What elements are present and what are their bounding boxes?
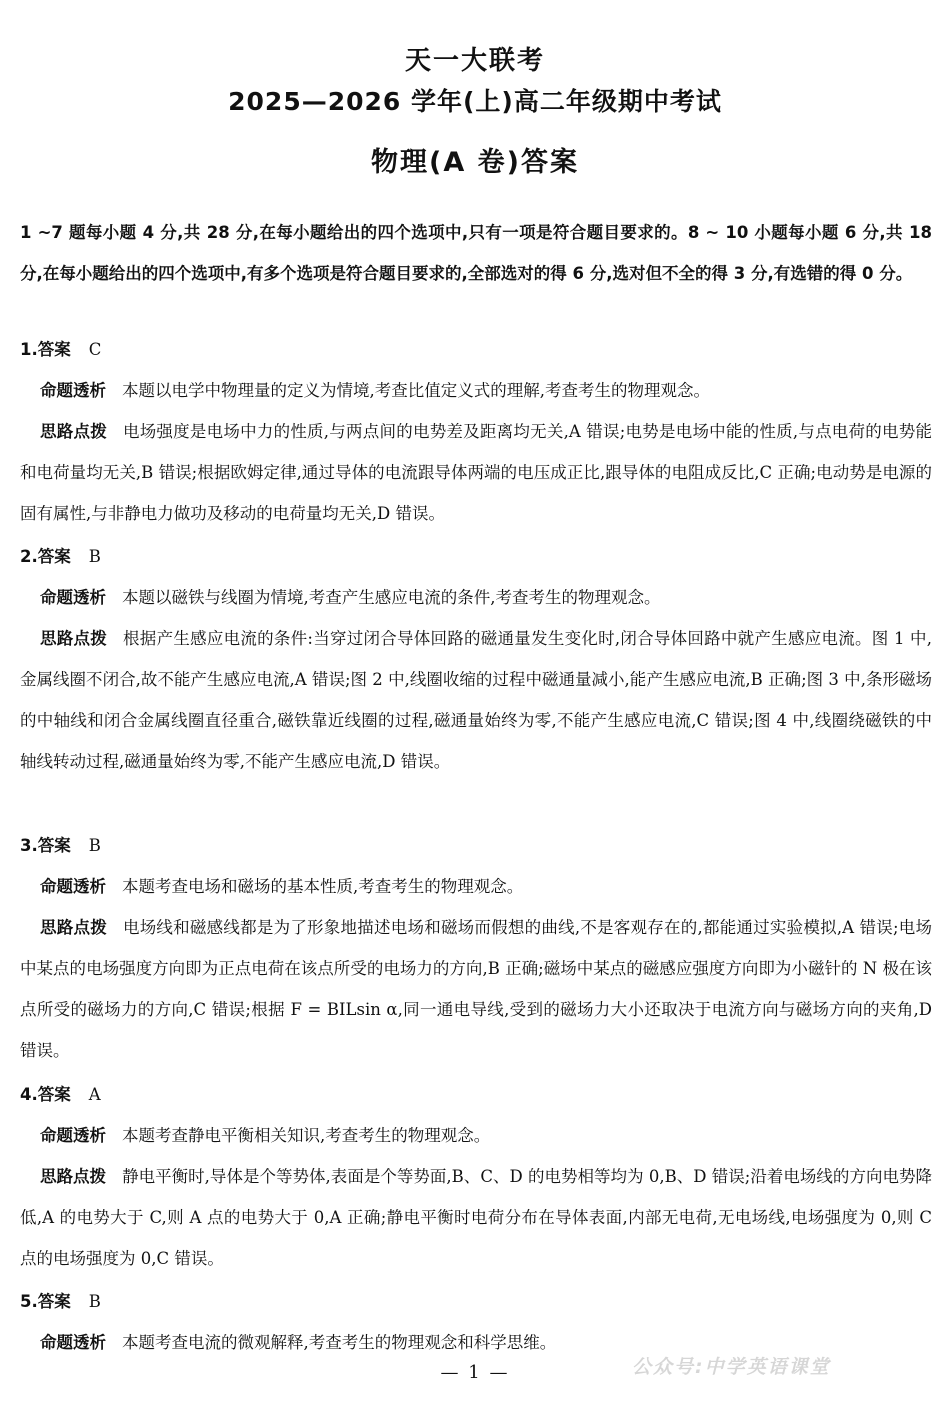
intent-label: 命题透析 — [40, 588, 106, 607]
hint-text: 电场强度是电场中力的性质,与两点间的电势差及距离均无关,A 错误;电势是电场中能的性质,与点电荷的电势能和电荷量均无关,B 错误;根据欧姆定律,通过导体的电流跟导体两端的电压成正比,跟导体的电阻成反比,C 正确;电动势是电源的固有属性,与非静电力做功及移动的电荷量均无关,D 错误。 — [20, 422, 932, 523]
intent-paragraph — [20, 577, 932, 618]
answer-sheet-title: 物理(A 卷)答案 — [371, 147, 579, 178]
intent-text: 本题考查电场和磁场的基本性质,考查考生的物理观念。 — [122, 877, 524, 896]
question-1 — [20, 330, 932, 534]
answer-label: 答案 — [37, 547, 71, 566]
hint-label: 思路点拨 — [40, 629, 108, 648]
question-4 — [20, 1075, 932, 1279]
question-number: 3. — [20, 836, 38, 855]
answer-label: 答案 — [37, 1085, 71, 1104]
question-number: 5. — [20, 1292, 38, 1311]
intent-text: 本题以磁铁与线圈为情境,考查产生感应电流的条件,考查考生的物理观念。 — [122, 588, 661, 607]
scoring-instructions: 1 ~7 题每小题 4 分,共 28 分,在每小题给出的四个选项中,只有一项是符合题目要求的。8 ~ 10 小题每小题 6 分,共 18 分,在每小题给出的四个选项中,有多个选项是符合题目要求的,全部选对的得 6 分,选对但不全的得 3 分,有选错的得 0 分。 — [20, 223, 932, 283]
question-2 — [20, 537, 932, 782]
question-number: 1. — [20, 340, 38, 359]
document-title: 天一大联考 — [404, 46, 545, 76]
hint-text: 电场线和磁感线都是为了形象地描述电场和磁场而假想的曲线,不是客观存在的,都能通过实验模拟,A 错误;电场中某点的电场强度方向即为正点电荷在该点所受的电场力的方向,B 正确;磁场中某点的磁感应强度方向即为小磁针的 N 极在该点所受的磁场力的方向,C 错误;根据 F = BILsin α,同一通电导线,受到的磁场力大小还取决于电流方向与磁场方向的夹角,D 错误。 — [20, 918, 932, 1060]
answer-value: C — [88, 340, 102, 359]
hint-paragraph — [20, 1156, 932, 1279]
watermark: 公众号:中学英语课堂 — [632, 1356, 831, 1378]
hint-paragraph — [20, 907, 932, 1071]
hint-label: 思路点拨 — [40, 1167, 107, 1186]
hint-label: 思路点拨 — [40, 422, 107, 441]
intent-paragraph — [20, 370, 932, 411]
answer-value: B — [88, 836, 101, 855]
page-number: — 1 — — [440, 1362, 510, 1383]
hint-text: 根据产生感应电流的条件:当穿过闭合导体回路的磁通量发生变化时,闭合导体回路中就产生感应电流。图 1 中,金属线圈不闭合,故不能产生感应电流,A 错误;图 2 中,线圈收缩的过程中磁通量减小,能产生感应电流,B 正确;图 3 中,条形磁场的中轴线和闭合金属线圈直径重合,磁铁靠近线圈的过程,磁通量始终为零,不能产生感应电流,C 错误;图 4 中,线圈绕磁铁的中轴线转动过程,磁通量始终为零,不能产生感应电流,D 错误。 — [20, 629, 933, 771]
question-number: 4. — [20, 1085, 38, 1104]
exam-title: 2025—2026 学年(上)高二年级期中考试 — [228, 87, 722, 116]
intent-label: 命题透析 — [40, 1333, 106, 1352]
hint-label: 思路点拨 — [40, 918, 107, 937]
answer-line — [20, 1282, 932, 1322]
question-number: 2. — [20, 547, 38, 566]
intent-text: 本题考查电流的微观解释,考查考生的物理观念和科学思维。 — [122, 1333, 557, 1352]
answer-line — [20, 826, 932, 866]
hint-text: 静电平衡时,导体是个等势体,表面是个等势面,B、C、D 的电势相等均为 0,B、D 错误;沿着电场线的方向电势降低,A 的电势大于 C,则 A 点的电势大于 0,A 正确;静电平衡时电荷分布在导体表面,内部无电荷,无电场线,电场强度为 0,则 C 点的电场强度为 0,C 错误。 — [20, 1167, 933, 1268]
intent-label: 命题透析 — [40, 1126, 106, 1145]
intent-label: 命题透析 — [40, 877, 106, 896]
answer-label: 答案 — [37, 1292, 71, 1311]
intent-paragraph — [20, 866, 932, 907]
intent-text: 本题以电学中物理量的定义为情境,考查比值定义式的理解,考查考生的物理观念。 — [122, 381, 710, 400]
answer-label: 答案 — [37, 340, 71, 359]
answer-line — [20, 330, 932, 370]
hint-paragraph — [20, 411, 932, 534]
answer-value: B — [88, 547, 101, 566]
intent-label: 命题透析 — [40, 381, 106, 400]
hint-paragraph — [20, 618, 932, 782]
answer-value: B — [88, 1292, 101, 1311]
intent-paragraph — [20, 1115, 932, 1156]
answer-value: A — [88, 1085, 101, 1104]
answer-line — [20, 1075, 932, 1115]
intent-text: 本题考查静电平衡相关知识,考查考生的物理观念。 — [122, 1126, 491, 1145]
answer-label: 答案 — [37, 836, 71, 855]
question-3 — [20, 826, 932, 1071]
question-5 — [20, 1282, 932, 1363]
answer-line — [20, 537, 932, 577]
